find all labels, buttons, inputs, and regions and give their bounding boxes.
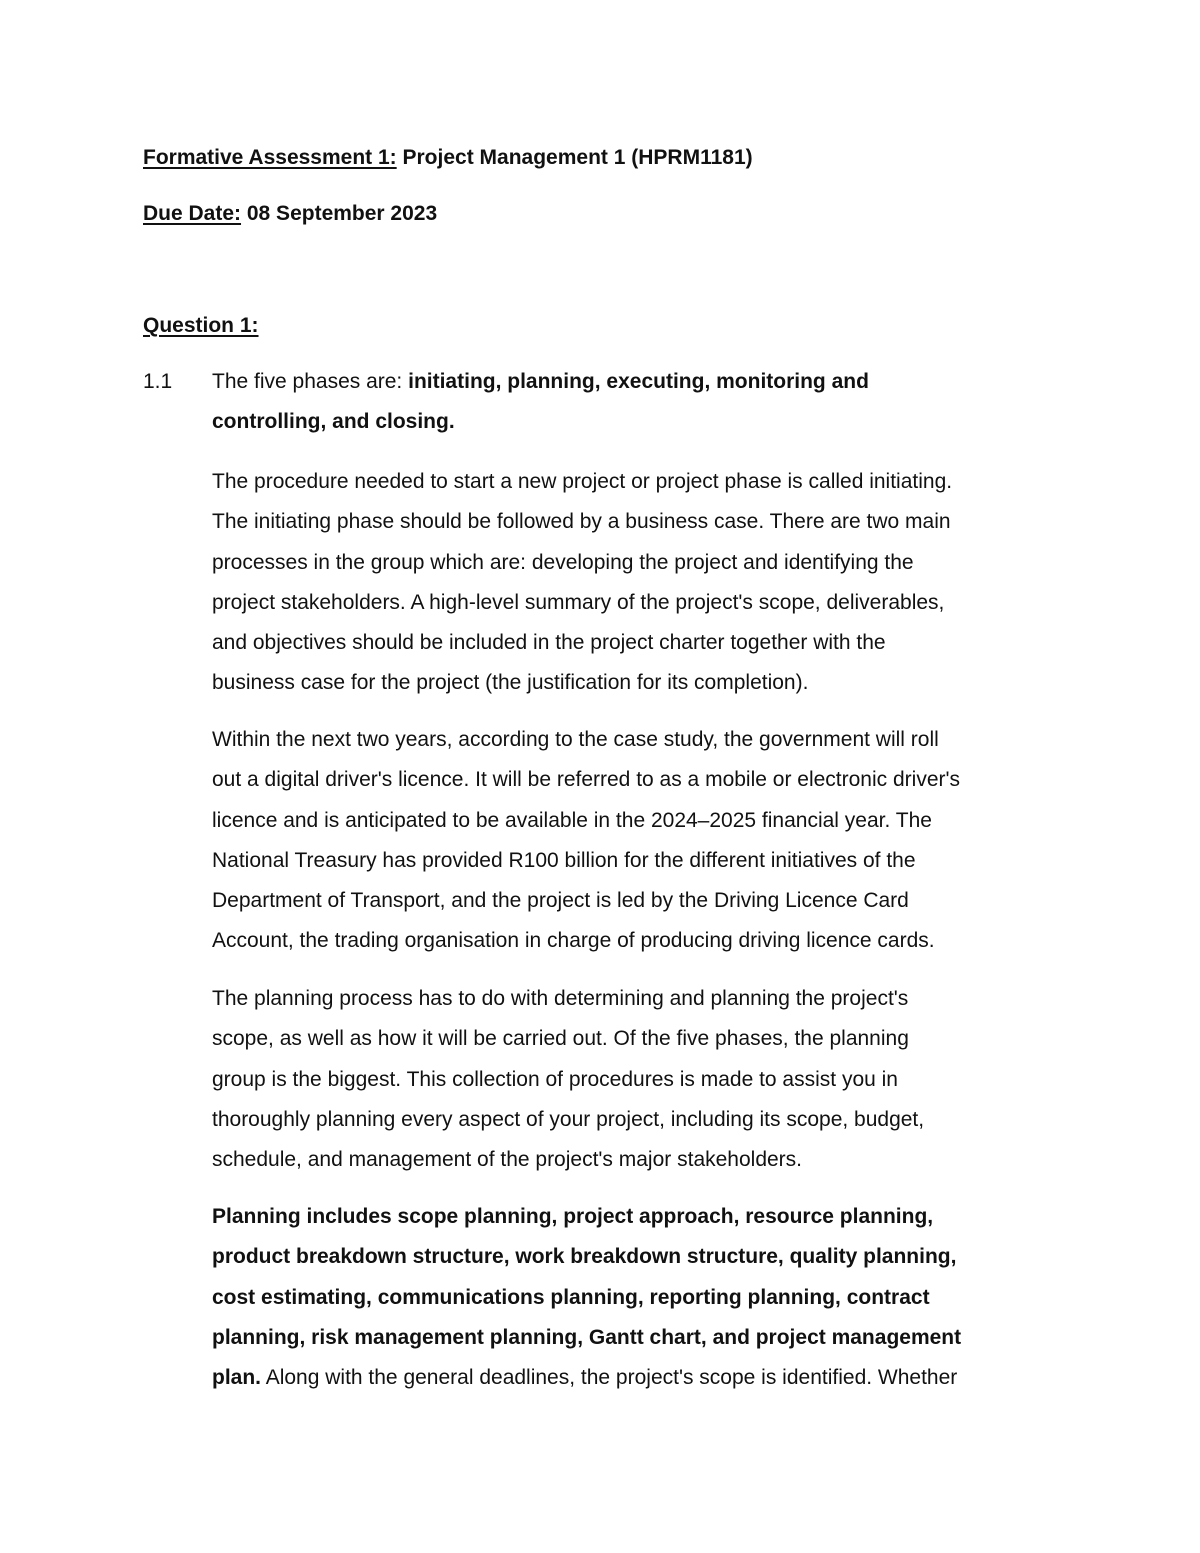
question-heading-line: [143, 312, 259, 340]
paragraph-line: product breakdown structure, work breakdown structure, quality planning,: [212, 1245, 957, 1269]
assessment-value: Project Management 1 (HPRM1181): [396, 146, 753, 169]
paragraph-line: thoroughly planning every aspect of your project, including its scope, budget,: [212, 1107, 925, 1131]
paragraph-line: National Treasury has provided R100 billion for the different initiatives of the: [212, 848, 916, 872]
phases-list-1: initiating, planning, executing, monitoring and: [408, 370, 869, 393]
phases-line-1: [212, 362, 1062, 402]
initiating-paragraph: [212, 462, 1062, 704]
paragraph-line: Within the next two years, according to the case study, the government will roll: [212, 728, 939, 751]
planning-includes-paragraph: [212, 1197, 1062, 1398]
phases-list-2: controlling, and closing.: [212, 410, 455, 434]
due-date-line: [143, 200, 437, 228]
phases-intro: The five phases are:: [212, 370, 409, 393]
paragraph-line: Account, the trading organisation in charge of producing driving licence cards.: [212, 929, 935, 953]
assessment-label: Formative Assessment 1:: [143, 146, 397, 169]
due-date-value: 08 September 2023: [241, 202, 438, 225]
paragraph-line: group is the biggest. This collection of procedures is made to assist you in: [212, 1067, 898, 1091]
plan-continuation: Along with the general deadlines, the project's scope is identified. Whether: [261, 1366, 958, 1390]
planning-process-paragraph: [212, 979, 1062, 1180]
paragraph-line: The procedure needed to start a new project or project phase is called initiating.: [212, 470, 953, 493]
paragraph-line: business case for the project (the justification for its completion).: [212, 671, 809, 695]
case-study-paragraph: [212, 720, 1062, 962]
paragraph-line: Department of Transport, and the project is led by the Driving Licence Card: [212, 889, 909, 913]
paragraph-line: planning, risk management planning, Gantt chart, and project management: [212, 1325, 962, 1349]
paragraph-line: Planning includes scope planning, project approach, resource planning,: [212, 1205, 934, 1228]
assessment-title-line: [143, 144, 753, 172]
paragraph-line: [212, 1358, 1062, 1398]
plan-word: plan.: [212, 1366, 262, 1390]
paragraph-line: schedule, and management of the project's major stakeholders.: [212, 1148, 803, 1172]
paragraph-line: cost estimating, communications planning, reporting planning, contract: [212, 1285, 930, 1309]
paragraph-line: out a digital driver's licence. It will be referred to as a mobile or electronic driver's: [212, 768, 961, 792]
due-date-label: Due Date:: [143, 202, 242, 225]
paragraph-line: The planning process has to do with determining and planning the project's: [212, 987, 909, 1010]
question-number: 1.1: [143, 370, 173, 393]
paragraph-line: processes in the group which are: developing the project and identifying the: [212, 550, 914, 574]
question-heading: Question 1:: [143, 314, 259, 337]
phases-paragraph: [212, 362, 1062, 443]
paragraph-line: scope, as well as how it will be carried out. Of the five phases, the planning: [212, 1027, 909, 1051]
paragraph-line: licence and is anticipated to be available in the 2024–2025 financial year. The: [212, 808, 932, 832]
paragraph-line: The initiating phase should be followed by a business case. There are two main: [212, 510, 951, 534]
paragraph-line: and objectives should be included in the project charter together with the: [212, 631, 886, 655]
paragraph-line: project stakeholders. A high-level summary of the project's scope, deliverables,: [212, 590, 945, 614]
